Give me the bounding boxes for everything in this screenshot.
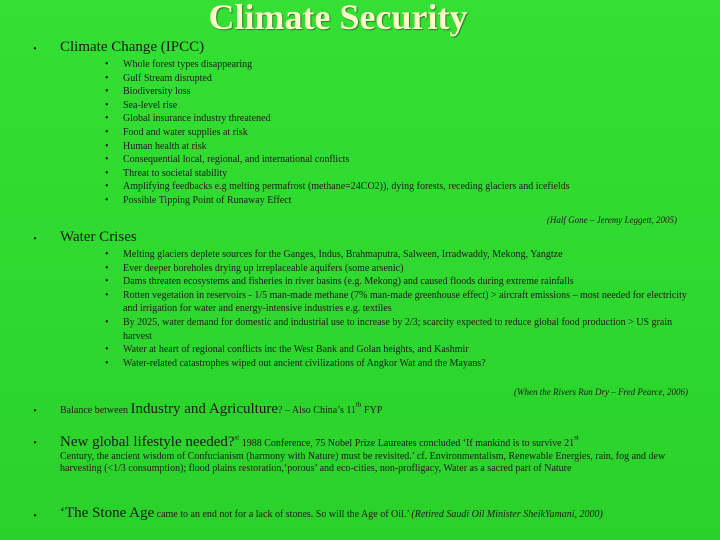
water-citation: (When the Rivers Run Dry – Fred Pearce, 2006) xyxy=(513,387,688,397)
list-item: • Food and water supplies at risk xyxy=(105,126,695,140)
list-item: • Global insurance industry threatened xyxy=(105,112,695,126)
list-item: • Water-related catastrophes wiped out ancient civilizations of Angkor Wat and the Mayans? xyxy=(105,357,695,371)
stone-emphasis: ‘The Stone Age xyxy=(60,505,155,521)
lifestyle-paragraph: Century, the ancient wisdom of Confucianism (harmony with Nature) must be revisited.’ cf. Environmentalism, Renewable Energies, rain, fog and dew harvesting (<1/3 consumption); flood plains restoration,‘porous’ and eco-cities, non-profligacy, Water as a sacred part of Nature xyxy=(60,451,666,474)
list-item: • Melting glaciers deplete sources for the Ganges, Indus, Brahmaputra, Salween, Irradwaddy, Mekong, Yangtze xyxy=(105,248,695,262)
bullet: • xyxy=(33,438,37,449)
list-item: • Rotten vegetation in reservoirs - 1/5 man-made methane (7% man-made greenhouse effect) > aircraft emissions – most needed for electricity and irrigation for water and energy-intensive industries e.g. textiles xyxy=(105,289,695,316)
water-heading: Water Crises xyxy=(60,229,137,245)
superscript: st xyxy=(574,433,579,442)
list-item: • Gulf Stream disrupted xyxy=(105,72,695,86)
lifestyle-line xyxy=(60,433,579,451)
list-item: • Possible Tipping Point of Runaway Effect xyxy=(105,194,695,208)
balance-emphasis: Industry and Agriculture xyxy=(130,401,278,417)
stone-citation: (Retired Saudi Oil Minister SheikYamani, 2000) xyxy=(411,509,603,520)
lifestyle-text: 1988 Conference, 75 Nobel Prize Laureates concluded ‘If mankind is to survive 21 xyxy=(239,438,575,449)
balance-line xyxy=(60,400,382,418)
list-item: • Dams threaten ecosystems and fisheries in river basins (e.g. Mekong) and caused floods during extreme rainfalls xyxy=(105,275,695,289)
bullet: • xyxy=(33,406,37,417)
list-item: • Human health at risk xyxy=(105,140,695,154)
list-item: • Biodiversity loss xyxy=(105,85,695,99)
water-list xyxy=(105,248,695,370)
stone-age-line xyxy=(60,504,603,522)
climate-citation: (Half Gone – Jeremy Leggett, 2005) xyxy=(546,215,677,225)
balance-text: FYP xyxy=(361,405,383,416)
list-item: • Amplifying feedbacks e.g melting permafrost (methane=24CO2)), dying forests, receding glaciers and icefields xyxy=(105,180,695,194)
superscript: st xyxy=(234,433,240,442)
balance-text: ? – Also China’s 11 xyxy=(278,405,356,416)
list-item: • Ever deeper boreholes drying up irreplaceable aquifers (some arsenic) xyxy=(105,262,695,276)
bullet: • xyxy=(33,44,37,55)
climate-heading: Climate Change (IPCC) xyxy=(60,39,205,55)
balance-text: Balance between xyxy=(60,405,131,416)
list-item: • Water at heart of regional conflicts inc the West Bank and Golan heights, and Kashmir xyxy=(105,343,695,357)
bullet: • xyxy=(33,234,37,245)
stone-text: came to an end not for a lack of stones. So will the Age of Oil.’ xyxy=(154,509,412,520)
list-item: • Whole forest types disappearing xyxy=(105,58,695,72)
list-item: • By 2025, water demand for domestic and industrial use to increase by 2/3; scarcity expected to reduce global food production > US grain harvest xyxy=(105,316,695,343)
list-item: • Sea-level rise xyxy=(105,99,695,113)
list-item: • Consequential local, regional, and international conflicts xyxy=(105,153,695,167)
climate-list xyxy=(105,58,695,208)
slide-title: Climate Security xyxy=(208,0,468,37)
superscript: th xyxy=(355,400,362,409)
list-item: • Threat to societal stability xyxy=(105,167,695,181)
lifestyle-heading: New global lifestyle needed? xyxy=(60,434,235,450)
bullet: • xyxy=(33,511,37,522)
